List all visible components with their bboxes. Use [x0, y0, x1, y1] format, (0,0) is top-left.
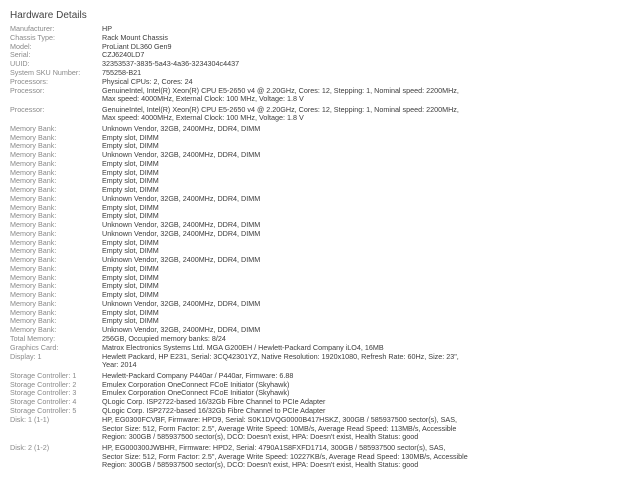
detail-value: Empty slot, DIMM: [102, 132, 159, 142]
detail-label: Memory Bank:: [10, 202, 57, 212]
section-title: Hardware Details: [10, 10, 87, 20]
detail-value: Physical CPUs: 2, Cores: 24: [102, 76, 193, 86]
detail-value: Empty slot, DIMM: [102, 158, 159, 168]
detail-row: [10, 274, 470, 283]
detail-label: Memory Bank:: [10, 298, 57, 308]
detail-label: Storage Controller: 5: [10, 405, 77, 415]
detail-row: [10, 300, 470, 309]
detail-row: [10, 230, 470, 239]
detail-value: QLogic Corp. ISP2722-based 16/32Gb Fibre Channel to PCIe Adapter: [102, 405, 326, 415]
detail-label: Memory Bank:: [10, 220, 57, 230]
detail-row: [10, 169, 470, 178]
detail-label: Memory Bank:: [10, 246, 57, 256]
detail-value: Empty slot, DIMM: [102, 202, 159, 212]
detail-label: Storage Controller: 2: [10, 379, 77, 389]
detail-label: Memory Bank:: [10, 123, 57, 133]
detail-label: Memory Bank:: [10, 290, 57, 300]
detail-row: [10, 239, 470, 248]
detail-label: Memory Bank:: [10, 263, 57, 273]
detail-value: Unknown Vendor, 32GB, 2400MHz, DDR4, DIMM: [102, 193, 261, 203]
detail-row: [10, 87, 470, 105]
detail-label: Disk: 2 (1-2): [10, 442, 50, 452]
detail-label: Memory Bank:: [10, 237, 57, 247]
detail-label: Memory Bank:: [10, 193, 57, 203]
detail-label: System SKU Number:: [10, 67, 81, 77]
detail-row: [10, 195, 470, 204]
detail-value: 256GB, Occupied memory banks: 8/24: [102, 333, 226, 343]
detail-label: Memory Bank:: [10, 281, 57, 291]
detail-label: Processor:: [10, 85, 45, 95]
detail-row: [10, 106, 470, 124]
detail-label: Storage Controller: 3: [10, 388, 77, 398]
detail-value: QLogic Corp. ISP2722-based 16/32Gb Fibre Channel to PCIe Adapter: [102, 397, 326, 407]
detail-label: Memory Bank:: [10, 185, 57, 195]
detail-value: Empty slot, DIMM: [102, 141, 159, 151]
detail-value: Empty slot, DIMM: [102, 185, 159, 195]
detail-label: Memory Bank:: [10, 150, 57, 160]
detail-label: Display: 1: [10, 351, 42, 361]
detail-row: [10, 151, 470, 160]
detail-value: Emulex Corporation OneConnect FCoE Initiator (Skyhawk): [102, 388, 290, 398]
detail-label: Manufacturer:: [10, 24, 55, 33]
detail-row: [10, 125, 470, 134]
detail-value: Unknown Vendor, 32GB, 2400MHz, DDR4, DIMM: [102, 298, 261, 308]
detail-value: Matrox Electronics Systems Ltd. MGA G200EH / Hewlett-Packard Company iLO4, 16MB: [102, 342, 384, 352]
detail-value: HP: [102, 24, 112, 33]
detail-value: Unknown Vendor, 32GB, 2400MHz, DDR4, DIMM: [102, 123, 261, 133]
detail-label: Memory Bank:: [10, 158, 57, 168]
details-list: [10, 25, 470, 470]
detail-row: [10, 51, 470, 60]
detail-label: Memory Bank:: [10, 316, 57, 326]
detail-value: Empty slot, DIMM: [102, 237, 159, 247]
detail-label: Memory Bank:: [10, 272, 57, 282]
detail-row: [10, 309, 470, 318]
detail-value: Empty slot, DIMM: [102, 316, 159, 326]
detail-label: Memory Bank:: [10, 211, 57, 221]
detail-value: Empty slot, DIMM: [102, 272, 159, 282]
detail-value: Empty slot, DIMM: [102, 246, 159, 256]
detail-value: Empty slot, DIMM: [102, 211, 159, 221]
detail-value: Empty slot, DIMM: [102, 307, 159, 317]
detail-row: [10, 282, 470, 291]
detail-label: Memory Bank:: [10, 228, 57, 238]
detail-row: [10, 177, 470, 186]
hardware-details-panel: [10, 12, 470, 472]
detail-label: Graphics Card:: [10, 342, 59, 352]
detail-value: GenuineIntel, Intel(R) Xeon(R) CPU E5-2650 v4 @ 2.20GHz, Cores: 12, Stepping: 1, Nominal speed: 2200MHz, Max speed: 4000MHz, External Clock: 100 MHz, Voltage: 1.8 V: [102, 85, 459, 104]
detail-value: Empty slot, DIMM: [102, 281, 159, 291]
detail-row: [10, 353, 470, 371]
detail-row: [10, 416, 470, 442]
detail-label: Memory Bank:: [10, 255, 57, 265]
detail-value: Emulex Corporation OneConnect FCoE Initiator (Skyhawk): [102, 379, 290, 389]
detail-row: [10, 34, 470, 43]
detail-row: [10, 444, 470, 470]
detail-value: HP, EG0300FCVBF, Firmware: HPD9, Serial: S0K1DVQG0000B417HSKZ, 300GB / 585937500 sector(s), SAS, Sector Size: 512, Form Factor: 2.5", Average Write Speed: 10MB/s, Average Read Speed: 113MB/s, Accessible Region: 300GB / 585937500 sector(s), DCO: Doesn't exist, HPA: Doesn't exist, Health Status: good: [102, 414, 458, 442]
detail-label: Disk: 1 (1-1): [10, 414, 50, 424]
detail-row: [10, 25, 470, 34]
detail-value: Empty slot, DIMM: [102, 167, 159, 177]
detail-label: Memory Bank:: [10, 325, 57, 335]
detail-value: Unknown Vendor, 32GB, 2400MHz, DDR4, DIMM: [102, 220, 261, 230]
detail-value: ProLiant DL360 Gen9: [102, 41, 172, 51]
detail-row: [10, 265, 470, 274]
detail-label: Memory Bank:: [10, 141, 57, 151]
detail-label: Chassis Type:: [10, 32, 56, 42]
detail-label: Processors:: [10, 76, 48, 86]
detail-row: [10, 160, 470, 169]
detail-label: Processor:: [10, 104, 45, 114]
detail-row: [10, 78, 470, 87]
detail-value: Unknown Vendor, 32GB, 2400MHz, DDR4, DIMM: [102, 325, 261, 335]
detail-value: Hewlett-Packard Company P440ar / P440ar, Firmware: 6.88: [102, 370, 294, 380]
detail-value: 755258-B21: [102, 67, 142, 77]
detail-value: GenuineIntel, Intel(R) Xeon(R) CPU E5-2650 v4 @ 2.20GHz, Cores: 12, Stepping: 1, Nominal speed: 2200MHz, Max speed: 4000MHz, External Clock: 100 MHz, Voltage: 1.8 V: [102, 104, 459, 123]
detail-value: Unknown Vendor, 32GB, 2400MHz, DDR4, DIMM: [102, 150, 261, 160]
detail-label: Memory Bank:: [10, 307, 57, 317]
detail-label: Memory Bank:: [10, 176, 57, 186]
detail-row: [10, 326, 470, 335]
detail-value: Rack Mount Chassis: [102, 32, 168, 42]
detail-value: 32353537-3835-5a43-4a36-3234304c4437: [102, 59, 240, 68]
detail-label: Storage Controller: 4: [10, 397, 77, 407]
detail-value: CZJ6240LD7: [102, 50, 145, 60]
detail-value: Empty slot, DIMM: [102, 176, 159, 186]
detail-value: Unknown Vendor, 32GB, 2400MHz, DDR4, DIMM: [102, 255, 261, 265]
detail-value: Unknown Vendor, 32GB, 2400MHz, DDR4, DIMM: [102, 228, 261, 238]
detail-value: HP, EG000300JWBHR, Firmware: HPD2, Serial: 4790A1S8FXFD1714, 300GB / 585937500 sector(s), SAS, Sector Size: 512, Form Factor: 2.5", Average Write Speed: 10227KB/s, Average Read Speed: 130MB/s, Accessible Region: 300GB / 585937500 sector(s), DCO: Doesn't exist, HPA: Doesn't exist, Health Status: good: [102, 442, 468, 470]
detail-label: Model:: [10, 41, 32, 51]
detail-label: Serial:: [10, 50, 31, 60]
detail-row: [10, 204, 470, 213]
detail-label: Storage Controller: 1: [10, 370, 77, 380]
detail-value: Empty slot, DIMM: [102, 290, 159, 300]
detail-row: [10, 69, 470, 78]
detail-row: [10, 134, 470, 143]
detail-label: UUID:: [10, 59, 30, 68]
detail-value: Hewlett Packard, HP E231, Serial: 3CQ42301YZ, Native Resolution: 1920x1080, Refresh Rate: 60Hz, Size: 23", Year: 2014: [102, 351, 459, 370]
detail-label: Memory Bank:: [10, 132, 57, 142]
detail-value: Empty slot, DIMM: [102, 263, 159, 273]
detail-label: Total Memory:: [10, 333, 56, 343]
detail-label: Memory Bank:: [10, 167, 57, 177]
detail-row: [10, 256, 470, 265]
detail-row: [10, 43, 470, 52]
